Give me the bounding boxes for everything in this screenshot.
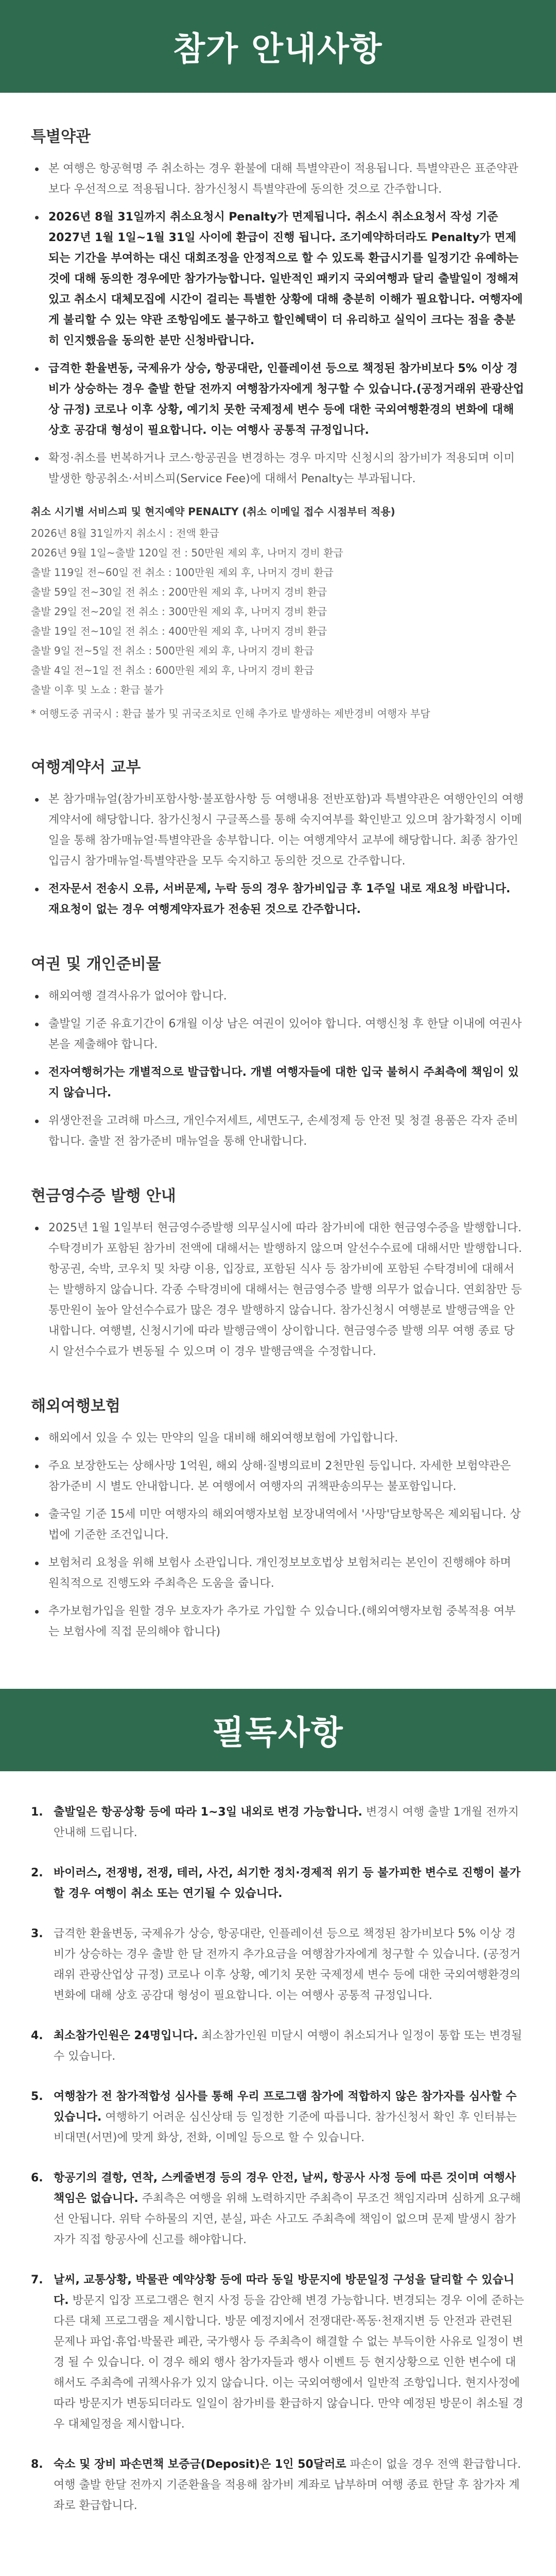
list-item: 급격한 환율변동, 국제유가 상승, 항공대란, 인플레이션 등으로 책정된 참가비보다 5% 이상 경비가 상승하는 경우 출발 한달 전까지 여행참가자에게 청구할 수 있습니다.(공정거래위 관광산업상 규정) 코로나 이후 상황, 예기치 못한 국제정세 변수 등에 대한 국외여행환경의 변화에 대해 상호 공감대 형성이 필요합니다. 이는 여행사 공통적 규정입니다. [31,359,525,441]
item-text-bold: 바이러스, 전쟁병, 전쟁, 테러, 사건, 쇠기한 정치·경제적 위기 등 불가피한 변수로 진행이 불가할 경우 여행이 취소 또는 연기될 수 있습니다. [54,1867,521,1900]
required-item [31,2168,525,2250]
penalty-row: 출발 4일 전~1일 전 취소 : 600만원 제외 후, 나머지 경비 환급 [31,664,314,676]
item-text [54,1863,525,1904]
required-banner [0,1689,556,1771]
item-text [54,2270,525,2435]
list-item: 2025년 1월 1일부터 현금영수증발행 의무실시에 따라 참가비에 대한 현금영수증을 발행합니다. 수탁경비가 포함된 참가비 전액에 대해서는 발행하지 않으며 알선수수료에 대해서만 발행합니다. 항공권, 숙박, 코우치 및 차량 이용, 입장료, 포함된 식사 등 참가비에 포함된 수탁경비에 대해서는 발행하지 않습니다. 각종 수탁경비에 대해서는 현금영수증 발행 의무가 없습니다. 연회참만 등 통만원이 높아 알선수수료가 많은 경우 발행하지 않습니다. 참가신청시 여행분로 발행금액을 안내합니다. 여행별, 신청시기에 따라 발행금액이 상이합니다. 현금영수증 발행 의무 여행 종료 당시 알선수수료가 변동될 수 있으며 이 경우 발행금액을 수정합니다. [31,1218,525,1362]
item-number: 2. [31,1867,43,1879]
list-item: 해외여행 결격사유가 없어야 합니다. [31,986,525,1007]
item-text-bold: 최소참가인원은 24명입니다. [54,2029,198,2042]
item-number: 5. [31,2090,43,2103]
penalty-row: 출발 9일 전~5일 전 취소 : 500만원 제외 후, 나머지 경비 환급 [31,645,314,657]
item-number: 8. [31,2458,43,2471]
list-item: 출발일 기준 유효기간이 6개월 이상 남은 여권이 있어야 합니다. 여행신청 후 한달 이내에 여권사본을 제출해야 합니다. [31,1014,525,1055]
item-text-rest: 최소참가인원 미달시 여행이 취소되거나 일정이 통합 또는 변경될 수 있습니다. [54,2029,523,2063]
penalty-row: 2026년 8월 31일까지 취소시 : 전액 환급 [31,527,219,539]
receipt-list [31,1218,525,1362]
list-item: 본 참가매뉴얼(참가비포함사항·불포함사항 등 여행내용 전반포함)과 특별약관은 여행안인의 여행계약서에 해당합니다. 참가신청시 구글폭스를 통해 숙지여부를 확인받고 있으며 참가확정시 이메일을 통해 참가매뉴얼·특별약관을 송부합니다. 이는 여행계약서 교부에 해당합니다. 최종 참가인입금시 참가매뉴얼·특별약관을 모두 숙지하고 동의한 것으로 간주합니다. [31,789,525,872]
contract-list [31,789,525,920]
item-text-bold: 항공기의 결항, 연착, 스케줄변경 등의 경우 안전, 날씨, 항공사 사정 등에 따른 것이며 여행사 책임은 없습니다. [54,2172,516,2205]
penalty-row: 출발 이후 및 노쇼 : 환급 불가 [31,684,164,696]
header-banner [0,0,556,93]
list-item: 전자여행허가는 개별적으로 발급합니다. 개별 여행자들에 대한 입국 불허시 주최측에 책임이 있지 않습니다. [31,1062,525,1104]
item-text-bold: 날씨, 교통상황, 박물관 예약상황 등에 따라 동일 방문지에 방문일정 구성을 달리할 수 있습니다. [54,2274,514,2307]
item-number: 3. [31,1927,43,1940]
item-text-rest: 주최측은 여행을 위해 노력하지만 주최측이 무조건 책임지라며 심하게 요구해선 안됩니다. 위탁 수하물의 지연, 분실, 파손 사고도 주최측에 책임이 없으며 문제 발생시 참가자가 직접 항공사에 신고를 해야합니다. [54,2192,521,2246]
list-item: 해외에서 있을 수 있는 만약의 일을 대비해 해외여행보험에 가입합니다. [31,1428,525,1449]
penalty-row: 2026년 9월 1일~출발 120일 전 : 50만원 제외 후, 나머지 경비 환급 [31,547,343,559]
passport-section [31,951,525,1152]
passport-list [31,986,525,1152]
item-text-rest: 방문지 입장 프로그램은 현지 사정 등을 감안해 변경 가능합니다. 변경되는 경우 이에 준하는 다른 대체 프로그램을 제시합니다. 방문 예정지에서 전쟁대란·폭동·천재지변 등 안전과 관련된 문제나 파업·휴업·박물관 폐관, 국가행사 등 주최측이 해결할 수 없는 부득이한 사유로 일정이 변경 될 수 있습니다. 이 경우 해외 행사 참가자들과 행사 이벤트 등 현지상황으로 인한 변수에 대해서도 주최측에 귀책사유가 있지 않습니다. 이는 국외여행에서 일반적 조항입니다. 현지사정에 따라 방문지가 변동되더라도 일일이 참가비를 환급하지 않습니다. 만약 예정된 방문이 취소될 경우 대체일정을 제시합니다. [54,2294,524,2431]
receipt-section [31,1183,525,1362]
list-item: 확정·취소를 번복하거나 코스·항공권을 변경하는 경우 마지막 신청시의 참가비가 적용되며 이미 발생한 항공취소·서비스피(Service Fee)에 대해서 Penalty는 부과됩니다. [31,448,525,489]
required-title: 필독사항 [212,1714,344,1752]
penalty-rows [31,523,525,700]
item-text [54,2454,525,2516]
item-text-bold: 여행참가 전 참가적합성 심사를 통해 우리 프로그램 참가에 적합하지 않은 참가자를 심사할 수 있습니다. [54,2090,517,2124]
penalty-note: * 여행도중 귀국시 : 환급 불가 및 귀국조치로 인해 추가로 발생하는 제반경비 여행자 부담 [31,707,430,720]
item-number: 7. [31,2274,43,2286]
item-text-rest: 파손이 없을 경우 전액 환급합니다. 여행 출발 한달 전까지 기준환율을 적용해 참가비 계좌로 납부하며 여행 종료 한달 후 참가자 계좌로 환급합니다. [54,2458,521,2512]
list-item: 보험처리 요청을 위해 보험사 소관입니다. 개인정보보호법상 보험처리는 본인이 진행해야 하며 원칙적으로 진행도와 주최측은 도움을 줍니다. [31,1553,525,1594]
penalty-row: 출발 19일 전~10일 전 취소 : 400만원 제외 후, 나머지 경비 환급 [31,625,327,637]
item-number: 6. [31,2172,43,2184]
special-terms-list [31,159,525,489]
penalty-title: 취소 시기별 서비스피 및 현지예약 PENALTY (취소 이메일 접수 시점부터 적용) [31,505,395,518]
content-body [0,124,556,1642]
required-item [31,1802,525,1843]
insurance-list [31,1428,525,1642]
item-text [54,1924,525,2006]
required-item [31,2087,525,2148]
penalty-row: 출발 29일 전~20일 전 취소 : 300만원 제외 후, 나머지 경비 환급 [31,605,327,618]
list-item: 출국일 기준 15세 미만 여행자의 해외여행자보험 보장내역에서 '사망'담보항목은 제외됩니다. 상법에 기준한 조건입니다. [31,1504,525,1546]
section-heading: 여권 및 개인준비물 [31,955,161,973]
required-item [31,1924,525,2006]
section-heading: 특별약관 [31,128,91,146]
page-title: 참가 안내사항 [173,30,383,69]
list-item: 주요 보장한도는 상해사망 1억원, 해외 상해·질병의료비 2천만원 등입니다. 자세한 보험약관은 참가준비 시 별도 안내합니다. 본 여행에서 여행자의 귀책판송의무는 불포함입니다. [31,1456,525,1497]
item-text [54,2168,525,2250]
required-item [31,1863,525,1904]
required-item [31,2454,525,2516]
item-text-bold: 출발일은 항공상황 등에 따라 1~3일 내외로 변경 가능합니다. [54,1806,362,1819]
list-item: 위생안전을 고려해 마스크, 개인수저세트, 세면도구, 손세정제 등 안전 및 청결 용품은 각자 준비합니다. 출발 전 참가준비 매뉴얼을 통해 안내합니다. [31,1111,525,1152]
required-item [31,2270,525,2435]
required-list [31,1802,525,2516]
item-number: 1. [31,1806,43,1819]
required-body [0,1802,556,2516]
section-heading: 여행계약서 교부 [31,758,141,776]
penalty-table [31,502,525,723]
list-item: 2026년 8월 31일까지 취소요청시 Penalty가 면제됩니다. 취소시 취소요청서 작성 기준 2027년 1월 1일~1월 31일 사이에 환급이 진행 됩니다. 조기예약하더라도 Penalty가 면제되는 기간을 부여하는 대신 대회조정을 안정적으로 할 수 있도록 환급시기를 일정기간 유예하는 것에 대해 동의한 경우에만 참가가능합니다. 일반적인 패키지 국외여행과 달리 출발일이 정해져 있고 취소시 대체모집에 시간이 걸리는 특별한 상황에 대해 충분히 이해가 필요합니다. 여행자에게 불리할 수 있는 약관 조항임에도 불구하고 할인혜택이 더 유리하고 실익이 크다는 점을 충분히 인지했음을 동의한 분만 신청바랍니다. [31,207,525,351]
penalty-row: 출발 59일 전~30일 전 취소 : 200만원 제외 후, 나머지 경비 환급 [31,586,327,598]
list-item: 추가보험가입을 원할 경우 보호자가 추가로 가입할 수 있습니다.(해외여행자보험 중복적용 여부는 보험사에 직접 문의해야 합니다) [31,1601,525,1642]
item-text [54,2087,525,2148]
item-text-rest: 여행하기 어려운 심신상태 등 일정한 기준에 따릅니다. 참가신청서 확인 후 인터뷰는 비대면(서면)에 맞게 화상, 전화, 이메일 등으로 할 수 있습니다. [54,2111,517,2144]
list-item: 본 여행은 항공혁명 주 취소하는 경우 환불에 대해 특별약관이 적용됩니다. 특별약관은 표준약관보다 우선적으로 적용됩니다. 참가신청시 특별약관에 동의한 것으로 간주합니다. [31,159,525,200]
section-heading: 현금영수증 발행 안내 [31,1187,176,1205]
section-heading: 해외여행보험 [31,1397,120,1415]
item-text-rest: 변경시 여행 출발 1개월 전까지 안내해 드립니다. [54,1806,519,1839]
item-text-bold: 숙소 및 장비 파손면책 보증금(Deposit)은 1인 50달러로 [54,2458,346,2471]
insurance-section [31,1393,525,1642]
list-item: 전자문서 전송시 오류, 서버문제, 누락 등의 경우 참가비입금 후 1주일 내로 재요청 바랍니다. 재요청이 없는 경우 여행계약자료가 전송된 것으로 간주합니다. [31,879,525,920]
item-text [54,1802,525,1843]
item-text-rest: 급격한 환율변동, 국제유가 상승, 항공대란, 인플레이션 등으로 책정된 참가비보다 5% 이상 경비가 상승하는 경우 출발 한 달 전까지 추가요금을 여행참가자에게 청구할 수 있습니다. (공정거래위 관광산업상 규정) 코로나 이후 상황, 예기치 못한 국제정세 변수 등에 대한 국외여행환경의 변화에 대해 상호 공감대 형성이 필요합니다. 이는 여행사 공통적 규정입니다. [54,1927,521,2002]
required-item [31,2026,525,2067]
penalty-row: 출발 119일 전~60일 전 취소 : 100만원 제외 후, 나머지 경비 환급 [31,566,334,579]
item-number: 4. [31,2029,43,2042]
item-text [54,2026,525,2067]
special-terms-section [31,124,525,723]
contract-section [31,754,525,920]
